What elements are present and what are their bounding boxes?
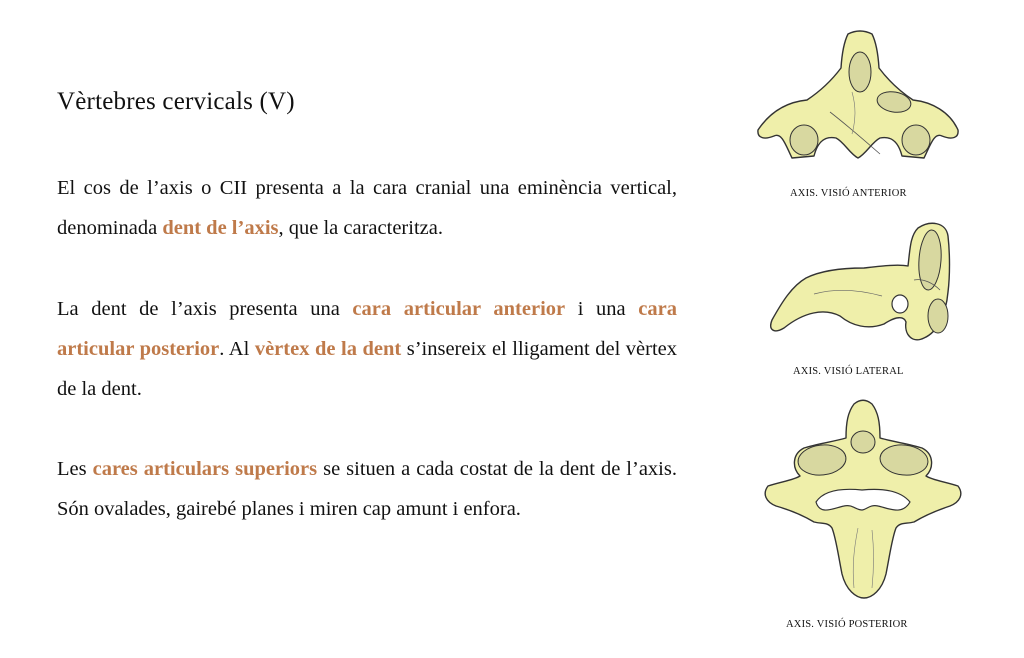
text-segment: se situen a cada costat de la dent de l’axis. Són ovalades, gairebé planes i miren cap amunt i enfora. <box>57 458 677 520</box>
axis-posterior-illustration <box>758 398 968 604</box>
page-title: Vèrtebres cervicals (V) <box>57 88 295 115</box>
text-segment: , que la caracteritza. <box>278 217 443 239</box>
highlight-term-dens-apex: vèrtex de la dent <box>254 338 402 360</box>
caption-anterior-view: AXIS. VISIÓ ANTERIOR <box>790 188 907 199</box>
text-segment: El cos de l’axis o CII presenta a la cara cranial una eminència vertical, denominada <box>57 177 677 239</box>
caption-lateral-view: AXIS. VISIÓ LATERAL <box>793 366 904 377</box>
axis-anterior-illustration <box>752 28 968 170</box>
text-segment: s’insereix el lligament del vèrtex de la dent. <box>57 338 678 400</box>
highlight-term-dent-axis: dent de l’axis <box>162 217 279 239</box>
caption-posterior-view: AXIS. VISIÓ POSTERIOR <box>786 619 908 630</box>
paragraph-dens-description <box>57 168 677 248</box>
highlight-term-anterior-facet: cara articular anterior <box>352 298 566 320</box>
paragraph-dens-facets <box>57 289 677 409</box>
paragraph-superior-facets <box>57 449 677 529</box>
highlight-term-superior-facets: cares articulars superiors <box>92 458 318 480</box>
text-segment: i una <box>565 298 639 320</box>
highlight-term-posterior-facet: cara articular posterior <box>57 298 677 360</box>
text-segment: La dent de l’axis presenta una <box>57 298 353 320</box>
text-segment: Les <box>57 458 93 480</box>
axis-lateral-illustration <box>764 220 956 348</box>
text-segment: . Al <box>219 338 255 360</box>
